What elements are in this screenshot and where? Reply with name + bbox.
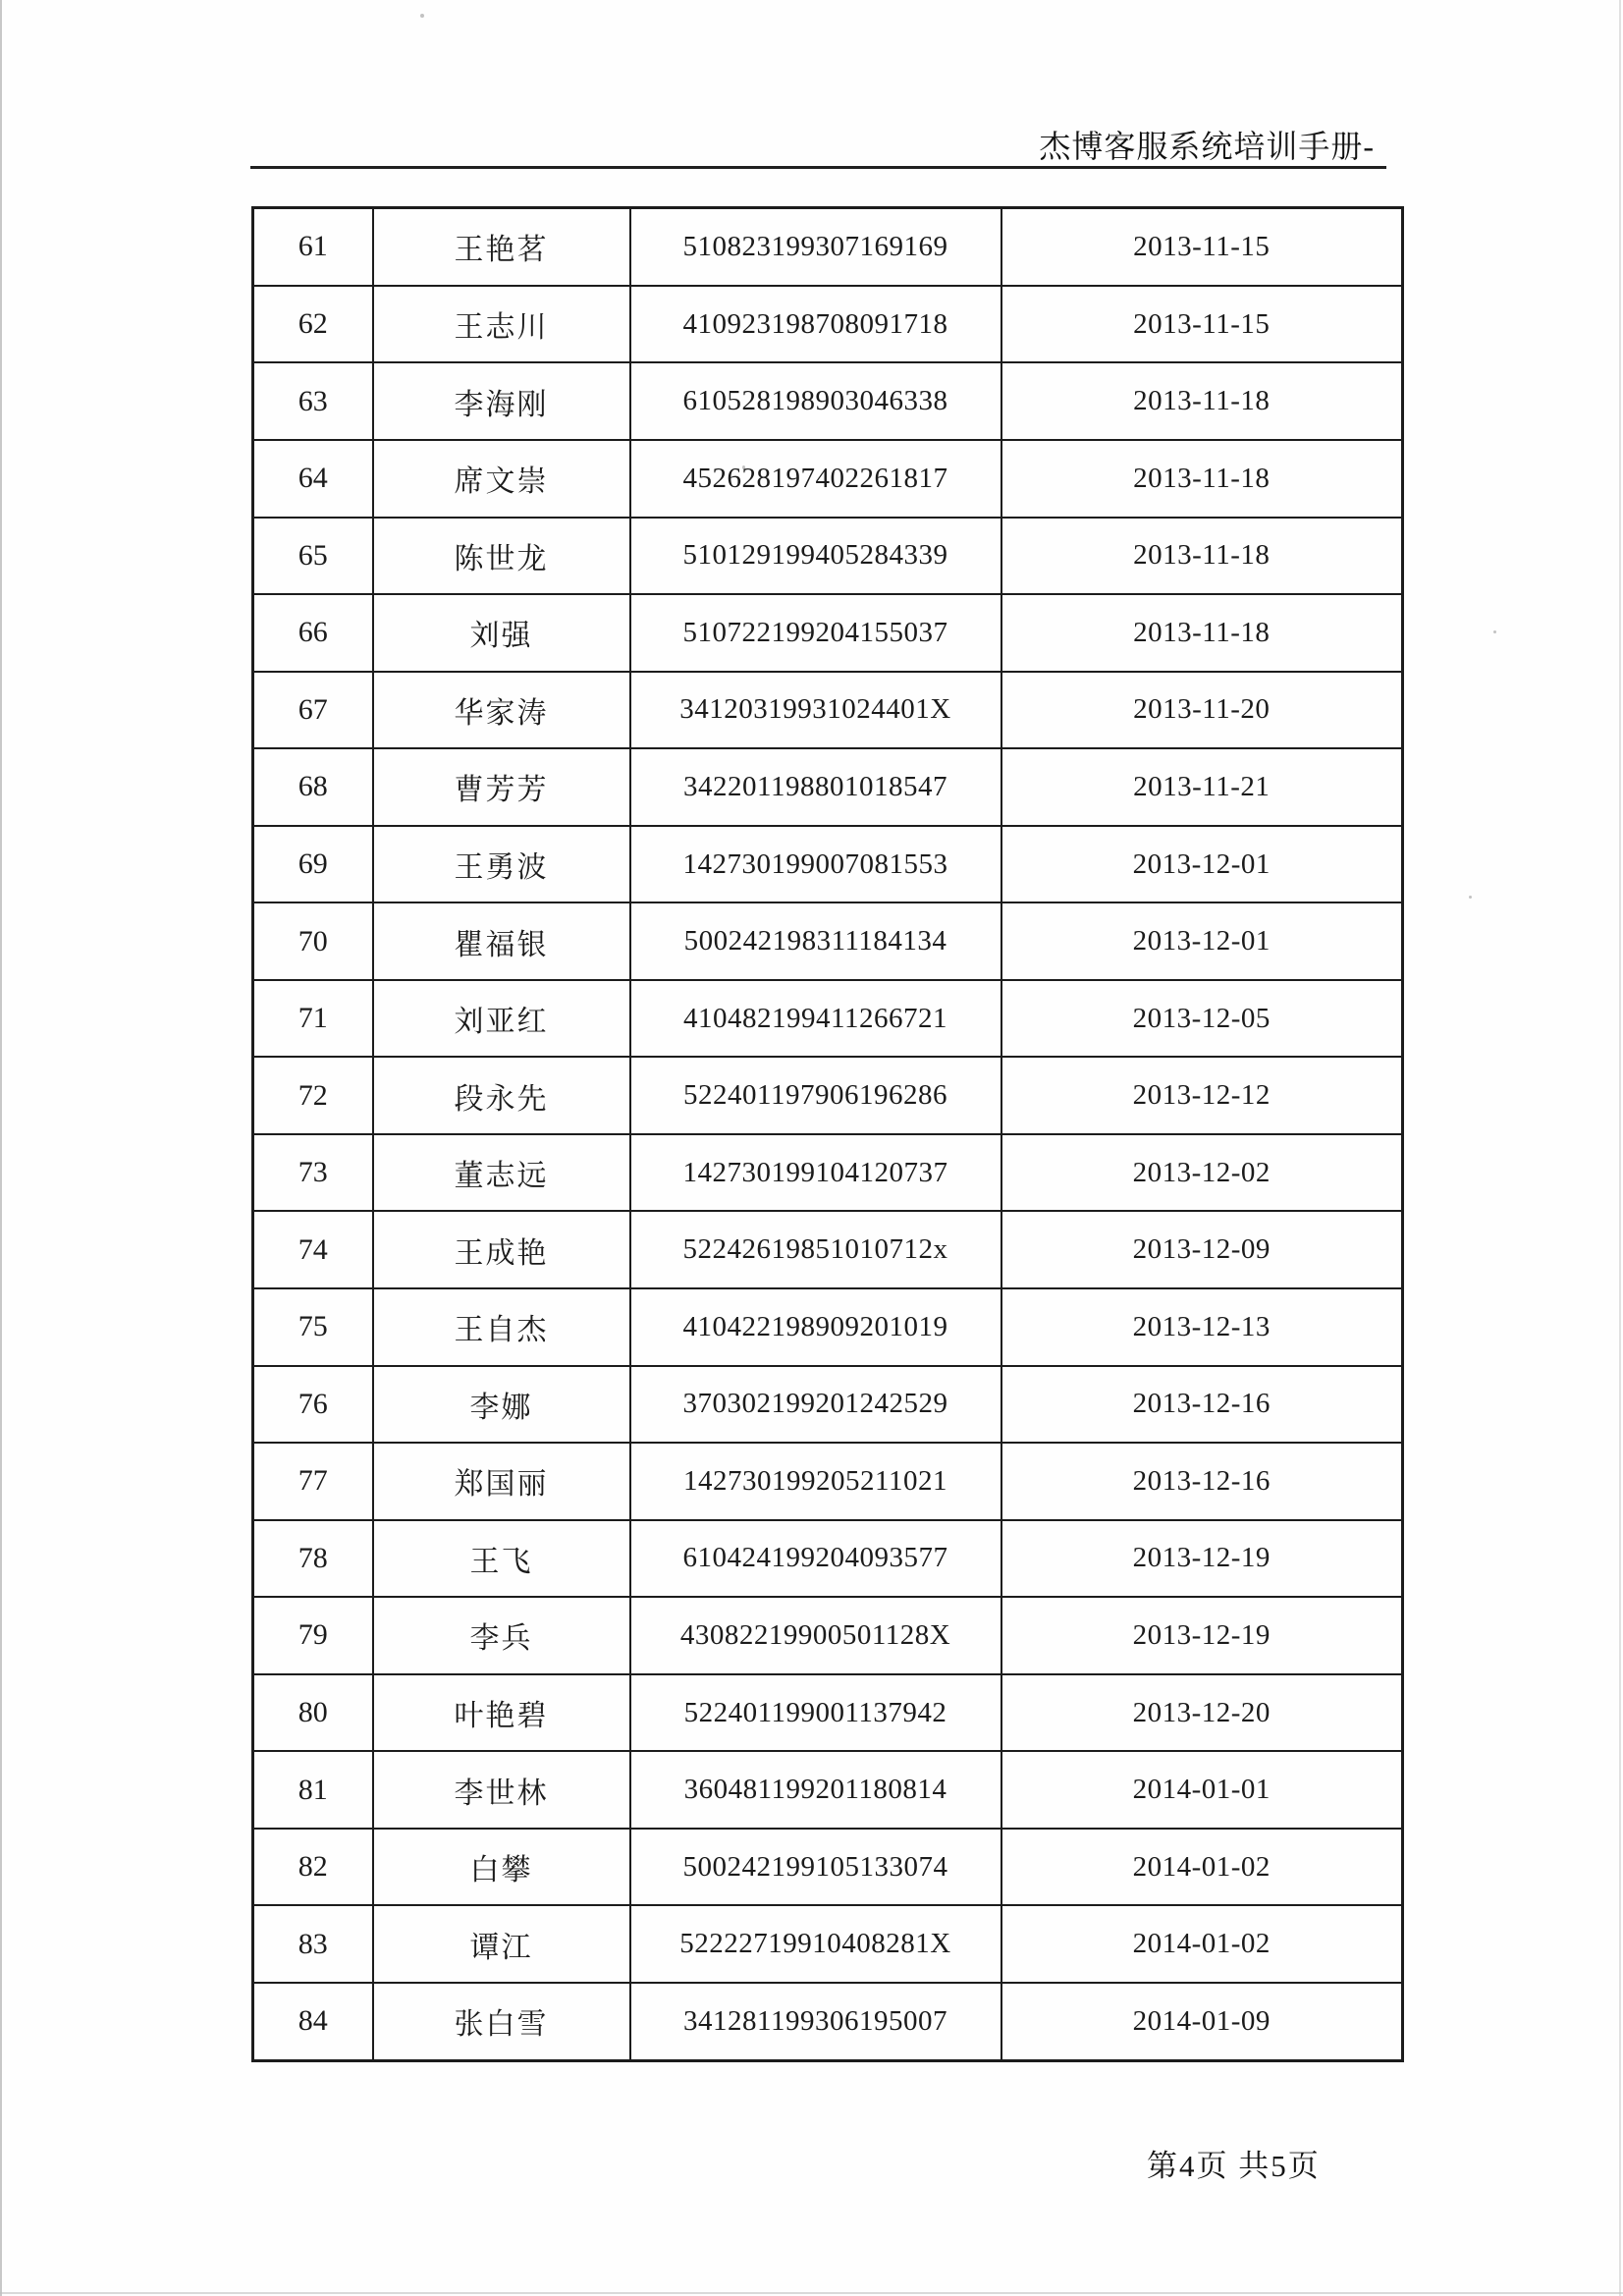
row-date-cell: 2013-12-13 [1001, 1288, 1403, 1366]
row-date-cell: 2013-11-18 [1001, 440, 1403, 518]
header-title: 杰博客服系统培训手册- [1039, 129, 1375, 164]
row-number-cell: 65 [253, 518, 373, 595]
scan-edge-artifact-right [1619, 0, 1621, 2296]
row-id-cell: 52242619851010712x [630, 1211, 1001, 1288]
row-id-cell: 510722199204155037 [630, 594, 1001, 672]
table-row [253, 1983, 1403, 2061]
header-rule [250, 166, 1386, 169]
row-number-cell: 77 [253, 1443, 373, 1520]
row-date-cell: 2013-12-16 [1001, 1443, 1403, 1520]
row-date-cell: 2013-11-20 [1001, 672, 1403, 749]
row-id-cell: 410923198708091718 [630, 286, 1001, 363]
row-name-cell: 李娜 [373, 1366, 630, 1444]
row-name-cell: 谭江 [373, 1905, 630, 1983]
scan-speck [420, 14, 424, 18]
scan-edge-artifact-left [0, 0, 2, 2296]
row-number-cell: 73 [253, 1134, 373, 1212]
row-number-cell: 61 [253, 208, 373, 286]
row-date-cell: 2013-11-21 [1001, 748, 1403, 826]
row-name-cell: 王志川 [373, 286, 630, 363]
row-id-cell: 510129199405284339 [630, 518, 1001, 595]
row-date-cell: 2013-12-01 [1001, 902, 1403, 980]
table-row [253, 1288, 1403, 1366]
row-date-cell: 2013-12-01 [1001, 826, 1403, 903]
table-row [253, 1211, 1403, 1288]
row-number-cell: 64 [253, 440, 373, 518]
row-name-cell: 叶艳碧 [373, 1674, 630, 1752]
table-row [253, 902, 1403, 980]
row-number-cell: 83 [253, 1905, 373, 1983]
table-row [253, 1134, 1403, 1212]
row-date-cell: 2013-12-19 [1001, 1597, 1403, 1674]
row-name-cell: 华家涛 [373, 672, 630, 749]
row-id-cell: 452628197402261817 [630, 440, 1001, 518]
row-id-cell: 500242199105133074 [630, 1829, 1001, 1906]
row-date-cell: 2013-12-09 [1001, 1211, 1403, 1288]
row-number-cell: 74 [253, 1211, 373, 1288]
row-number-cell: 63 [253, 362, 373, 440]
row-number-cell: 70 [253, 902, 373, 980]
row-number-cell: 78 [253, 1520, 373, 1598]
row-name-cell: 曹芳芳 [373, 748, 630, 826]
scan-speck [1493, 630, 1496, 633]
table-row [253, 1829, 1403, 1906]
row-name-cell: 刘亚红 [373, 980, 630, 1058]
row-number-cell: 80 [253, 1674, 373, 1752]
row-name-cell: 张白雪 [373, 1983, 630, 2061]
row-id-cell: 342201198801018547 [630, 748, 1001, 826]
row-date-cell: 2014-01-02 [1001, 1905, 1403, 1983]
table-row [253, 748, 1403, 826]
row-name-cell: 王勇波 [373, 826, 630, 903]
table-row [253, 1443, 1403, 1520]
row-id-cell: 52222719910408281X [630, 1905, 1001, 1983]
row-date-cell: 2013-12-16 [1001, 1366, 1403, 1444]
row-date-cell: 2013-12-12 [1001, 1057, 1403, 1134]
scan-edge-artifact-bottom [0, 2292, 1623, 2294]
row-id-cell: 410482199411266721 [630, 980, 1001, 1058]
table-row [253, 1905, 1403, 1983]
table-row [253, 672, 1403, 749]
row-number-cell: 84 [253, 1983, 373, 2061]
table-row [253, 1366, 1403, 1444]
row-number-cell: 79 [253, 1597, 373, 1674]
row-id-cell: 43082219900501128X [630, 1597, 1001, 1674]
row-number-cell: 71 [253, 980, 373, 1058]
row-id-cell: 34120319931024401X [630, 672, 1001, 749]
table-row [253, 1597, 1403, 1674]
row-id-cell: 142730199007081553 [630, 826, 1001, 903]
row-id-cell: 610528198903046338 [630, 362, 1001, 440]
table-row [253, 1520, 1403, 1598]
row-id-cell: 410422198909201019 [630, 1288, 1001, 1366]
row-id-cell: 522401197906196286 [630, 1057, 1001, 1134]
row-id-cell: 341281199306195007 [630, 1983, 1001, 2061]
row-date-cell: 2013-11-15 [1001, 208, 1403, 286]
footer-page-number: 第4页 共5页 [1147, 2149, 1321, 2183]
row-name-cell: 席文崇 [373, 440, 630, 518]
row-id-cell: 142730199104120737 [630, 1134, 1001, 1212]
roster-table-body [253, 208, 1403, 2061]
row-name-cell: 瞿福银 [373, 902, 630, 980]
row-name-cell: 王自杰 [373, 1288, 630, 1366]
scan-speck [1469, 896, 1472, 899]
row-number-cell: 75 [253, 1288, 373, 1366]
row-name-cell: 董志远 [373, 1134, 630, 1212]
row-id-cell: 500242198311184134 [630, 902, 1001, 980]
roster-table [251, 206, 1404, 2062]
table-row [253, 826, 1403, 903]
table-row [253, 980, 1403, 1058]
row-name-cell: 王飞 [373, 1520, 630, 1598]
row-date-cell: 2013-11-15 [1001, 286, 1403, 363]
row-id-cell: 510823199307169169 [630, 208, 1001, 286]
table-row [253, 286, 1403, 363]
row-name-cell: 郑国丽 [373, 1443, 630, 1520]
row-date-cell: 2013-12-02 [1001, 1134, 1403, 1212]
row-date-cell: 2013-12-20 [1001, 1674, 1403, 1752]
row-name-cell: 王成艳 [373, 1211, 630, 1288]
table-row [253, 362, 1403, 440]
row-name-cell: 段永先 [373, 1057, 630, 1134]
row-number-cell: 72 [253, 1057, 373, 1134]
row-date-cell: 2014-01-09 [1001, 1983, 1403, 2061]
row-name-cell: 李世林 [373, 1751, 630, 1829]
table-row [253, 1057, 1403, 1134]
row-number-cell: 67 [253, 672, 373, 749]
row-number-cell: 76 [253, 1366, 373, 1444]
row-name-cell: 白攀 [373, 1829, 630, 1906]
row-name-cell: 李兵 [373, 1597, 630, 1674]
row-date-cell: 2013-12-19 [1001, 1520, 1403, 1598]
row-number-cell: 66 [253, 594, 373, 672]
table-row [253, 594, 1403, 672]
table-row [253, 208, 1403, 286]
row-date-cell: 2013-11-18 [1001, 594, 1403, 672]
row-number-cell: 81 [253, 1751, 373, 1829]
row-name-cell: 李海刚 [373, 362, 630, 440]
row-id-cell: 610424199204093577 [630, 1520, 1001, 1598]
row-date-cell: 2013-12-05 [1001, 980, 1403, 1058]
row-id-cell: 522401199001137942 [630, 1674, 1001, 1752]
row-number-cell: 82 [253, 1829, 373, 1906]
row-name-cell: 陈世龙 [373, 518, 630, 595]
table-row [253, 1674, 1403, 1752]
row-name-cell: 王艳茗 [373, 208, 630, 286]
table-row [253, 518, 1403, 595]
row-number-cell: 68 [253, 748, 373, 826]
row-name-cell: 刘强 [373, 594, 630, 672]
row-number-cell: 69 [253, 826, 373, 903]
row-number-cell: 62 [253, 286, 373, 363]
row-date-cell: 2013-11-18 [1001, 518, 1403, 595]
row-id-cell: 360481199201180814 [630, 1751, 1001, 1829]
row-id-cell: 142730199205211021 [630, 1443, 1001, 1520]
table-row [253, 440, 1403, 518]
row-date-cell: 2014-01-01 [1001, 1751, 1403, 1829]
row-date-cell: 2013-11-18 [1001, 362, 1403, 440]
row-date-cell: 2014-01-02 [1001, 1829, 1403, 1906]
row-id-cell: 370302199201242529 [630, 1366, 1001, 1444]
table-row [253, 1751, 1403, 1829]
